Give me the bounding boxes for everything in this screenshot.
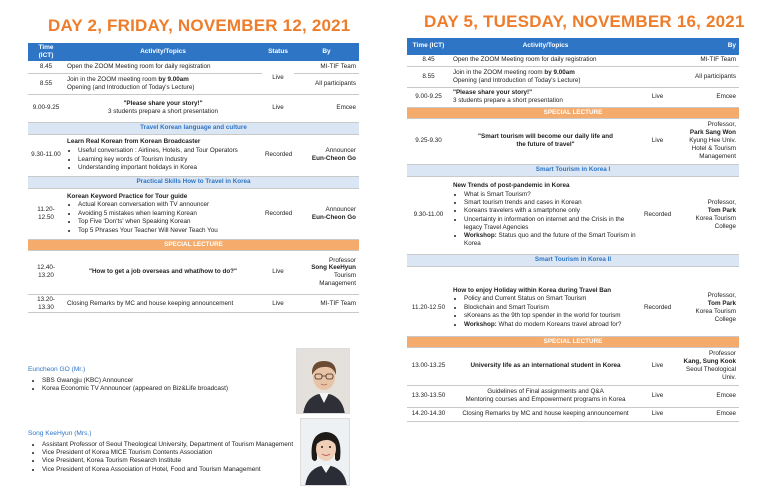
speaker-name: Tom Park (707, 299, 736, 307)
by-cell: Emcee (294, 94, 359, 122)
day2-title: DAY 2, FRIDAY, NOVEMBER 12, 2021 (48, 16, 351, 35)
table-row (407, 66, 739, 87)
speaker-dept: Kyung Hee Univ. (689, 137, 736, 145)
col-status (641, 38, 674, 55)
special-lecture-label: SPECIAL LECTURE (28, 239, 359, 250)
bio-list (28, 377, 288, 394)
workshop-text: Status quo and the future of the Smart Tourism in Korea (464, 231, 636, 247)
activity-text: 3 students prepare a short presentation (108, 108, 218, 116)
time-cell: 9.25-9.30 (407, 118, 450, 164)
activity-text: Join in the ZOOM meeting room (453, 68, 545, 76)
by-cell (294, 188, 359, 239)
topic-list (67, 201, 259, 234)
status-cell: Recorded (641, 176, 674, 254)
table-row (28, 188, 359, 239)
activity-cell (450, 280, 641, 336)
activity-emphasis: by 9.00am (544, 68, 575, 76)
bio-euncheon-go (28, 366, 288, 393)
activity-heading: "Please share your story!" (453, 89, 533, 97)
col-activity: Activity/Topics (450, 38, 641, 55)
by-cell (294, 134, 359, 176)
table-row (407, 347, 739, 385)
list-item: • Smart tourism trends and cases in Korean (464, 199, 638, 207)
status-cell: Live (641, 118, 674, 164)
activity-cell (450, 66, 641, 87)
activity-text: Join in the ZOOM meeting room (67, 75, 159, 83)
special-lecture-banner (28, 239, 359, 250)
status-cell: Recorded (262, 134, 294, 176)
list-item: • Blockchain and Smart Tourism (464, 304, 638, 312)
activity-cell (64, 73, 262, 94)
workshop-label: Workshop: (464, 320, 497, 328)
speaker-role: Professor (709, 350, 736, 358)
activity-cell (64, 134, 262, 176)
table-row (407, 385, 739, 407)
activity-cell: Open the ZOOM Meeting room for daily registration (64, 61, 262, 73)
table-row (28, 73, 359, 94)
speaker-name: Park Sang Won (689, 129, 736, 137)
list-item: • Vice President of Korea MICE Tourism Contents Association (42, 449, 296, 457)
list-item: • Uncertainty in information on internet and the Crisis in the legacy Travel Agencies (464, 216, 638, 232)
speaker-dept: Univ. (722, 373, 736, 381)
status-cell: Live (262, 294, 294, 313)
section-header (407, 164, 739, 176)
by-cell (674, 280, 739, 336)
list-item (464, 232, 638, 248)
activity-cell: Open the ZOOM Meeting room for daily registration (450, 55, 641, 66)
status-cell: Live (641, 347, 674, 385)
section-header (28, 176, 359, 188)
list-item: • What is Smart Tourism? (464, 191, 638, 199)
speaker-name: Song KeeHyun (311, 264, 356, 272)
activity-text: Opening (and Introduction of Today's Lecture) (453, 76, 581, 84)
activity-cell: Closing Remarks by MC and house keeping announcement (450, 407, 641, 421)
table-row (407, 55, 739, 66)
speaker-name: Tom Park (707, 207, 736, 215)
list-item: • Actual Korean conversation with TV announcer (78, 201, 259, 209)
activity-heading: Learn Real Korean from Korean Broadcaster (67, 138, 201, 146)
list-item: • Top Five 'Don'ts' when Speaking Korean (78, 218, 259, 226)
spacer-row (407, 266, 739, 280)
status-cell: Recorded (262, 188, 294, 239)
activity-cell: "How to get a job overseas and what/how to do?" (64, 250, 262, 294)
by-cell: Emcee (674, 385, 739, 407)
photo-euncheon-go (296, 348, 350, 414)
speaker-dept: Tourism (333, 272, 356, 280)
time-cell: 8.55 (28, 73, 64, 94)
activity-text: Mentoring courses and Empowerment programs in Korea (465, 396, 626, 403)
day2-schedule-table (28, 43, 359, 313)
list-item: • Vice President, Korea Tourism Research Institute (42, 457, 296, 465)
by-cell: All participants (294, 73, 359, 94)
topic-list (453, 191, 638, 248)
table-row (407, 87, 739, 107)
status-cell: Live (262, 94, 294, 122)
time-cell: 9.30-11.00 (407, 176, 450, 254)
table-row (407, 118, 739, 164)
speaker-role: Professor (329, 256, 356, 264)
status-cell: Live (641, 385, 674, 407)
table-row (28, 94, 359, 122)
col-by: By (674, 38, 739, 55)
workshop-label: Workshop: (464, 231, 497, 239)
speaker-dept: Management (319, 280, 356, 288)
status-cell: Live (641, 407, 674, 421)
table-row (407, 176, 739, 254)
time-cell: 9.00-9.25 (407, 87, 450, 107)
list-item: • Avoiding 5 mistakes when learning Korean (78, 210, 259, 218)
speaker-dept: Seoul Theological (686, 366, 736, 373)
list-item: • SBS Gwangju (KBC) Announcer (42, 377, 288, 385)
bio-name: Euncheon GO (Mr.) (28, 366, 86, 373)
activity-heading: Korean Keyword Practice for Tour guide (67, 192, 188, 200)
table-row (28, 61, 359, 73)
speaker-dept: Korea Tourism (695, 307, 736, 315)
col-activity: Activity/Topics (64, 43, 262, 61)
status-cell (641, 55, 674, 66)
by-cell (294, 250, 359, 294)
by-cell: MI-TIF Team (294, 61, 359, 73)
activity-cell (64, 94, 262, 122)
list-item: • Understanding important holidays in Korea (78, 164, 259, 172)
speaker-name: Kang, Sung Kook (683, 358, 736, 366)
section-header (407, 254, 739, 266)
activity-cell (450, 87, 641, 107)
col-time: Time (ICT) (28, 43, 64, 61)
col-time: Time (ICT) (407, 38, 450, 55)
section-label: Travel Korean language and culture (28, 122, 359, 134)
speaker-role: Announcer (325, 205, 356, 213)
status-cell: Live (262, 250, 294, 294)
speaker-role: Professor, (707, 292, 736, 300)
table-row (28, 250, 359, 294)
activity-heading: the future of travel" (516, 141, 575, 148)
by-cell: Emcee (674, 407, 739, 421)
special-lecture-banner (407, 107, 739, 118)
status-cell: Live (641, 87, 674, 107)
activity-heading: How to enjoy Holiday within Korea during Travel Ban (453, 286, 612, 294)
speaker-dept: College (714, 222, 736, 230)
activity-emphasis: by 9.00am (158, 75, 189, 83)
table-row (28, 134, 359, 176)
day5-schedule-table (407, 38, 739, 422)
speaker-dept: College (714, 315, 736, 323)
table-row (28, 294, 359, 313)
col-by: By (294, 43, 359, 61)
list-item: • Koreans travelers with a smartphone only (464, 207, 638, 215)
bio-name: Song KeeHyun (Mrs.) (28, 430, 92, 437)
col-status: Status (262, 43, 294, 61)
list-item: • Assistant Professor of Seoul Theological University, Department of Tourism Management (42, 441, 296, 449)
by-cell (674, 118, 739, 164)
by-cell (674, 176, 739, 254)
activity-cell (64, 188, 262, 239)
by-cell (674, 347, 739, 385)
section-header (28, 122, 359, 134)
list-item (464, 321, 638, 329)
activity-heading: "Please share your story!" (123, 100, 203, 108)
section-label: Practical Skills How to Travel in Korea (28, 176, 359, 188)
list-item: • Korea Economic TV Announcer (appeared on Biz&Life broadcast) (42, 385, 288, 393)
list-item: • Policy and Current Status on Smart Tourism (464, 295, 638, 303)
section-label: Smart Tourism in Korea II (407, 254, 739, 266)
speaker-dept: Management (699, 152, 736, 160)
activity-cell: University life as an international student in Korea (450, 347, 641, 385)
by-cell: Emcee (674, 87, 739, 107)
by-cell: MI-TIF Team (294, 294, 359, 313)
special-lecture-label: SPECIAL LECTURE (407, 336, 739, 347)
photo-song-keehyun (300, 418, 350, 486)
status-cell: Live (262, 61, 294, 94)
portrait-man-image (297, 349, 350, 414)
by-cell: MI-TIF Team (674, 55, 739, 66)
time-cell: 11.20-12.50 (28, 188, 64, 239)
day5-title: DAY 5, TUESDAY, NOVEMBER 16, 2021 (424, 12, 745, 31)
by-cell: All participants (674, 66, 739, 87)
time-cell: 8.45 (28, 61, 64, 73)
time-cell: 12.40-13.20 (28, 250, 64, 294)
activity-text: Opening (and Introduction of Today's Lecture) (67, 83, 195, 91)
bio-list (28, 441, 296, 474)
list-item: • Top 5 Phrases Your Teacher Will Never Teach You (78, 227, 259, 235)
activity-text: 3 students prepare a short presentation (453, 97, 563, 104)
list-item: • Learning key words of Tourism Industry (78, 156, 259, 164)
spacer-cell (407, 266, 739, 280)
speaker-name: Eun-Cheon Go (311, 155, 356, 163)
list-item: • Vice President of Korea Association of Hotel, Food and Tourism Management (42, 466, 296, 474)
topic-list (67, 147, 259, 172)
speaker-name: Eun-Cheon Go (311, 213, 356, 221)
speaker-role: Professor, (707, 121, 736, 129)
table-header (407, 38, 739, 55)
table-header (28, 43, 359, 61)
workshop-text: What do modern Koreans travel abroad for? (496, 320, 622, 328)
time-cell: 8.55 (407, 66, 450, 87)
time-cell: 13.00-13.25 (407, 347, 450, 385)
time-cell: 14.20-14.30 (407, 407, 450, 421)
speaker-dept: Hotel & Tourism (691, 144, 736, 152)
activity-heading: New Trends of post-pandemic in Korea (453, 181, 570, 189)
list-item: • sKoreans as the 9th top spender in the world for tourism (464, 312, 638, 320)
activity-heading: "Smart tourism will become our daily life and (478, 133, 613, 141)
section-label: Smart Tourism in Korea I (407, 164, 739, 176)
activity-cell (450, 385, 641, 407)
table-row (407, 280, 739, 336)
table-row (407, 407, 739, 421)
speaker-dept: Korea Tourism (695, 215, 736, 222)
special-lecture-banner (407, 336, 739, 347)
time-cell: 11.20-12.50 (407, 280, 450, 336)
activity-text: Guidelines of Final assignments and Q&A (487, 388, 604, 396)
time-cell: 13.20-13.30 (28, 294, 64, 313)
portrait-woman-image (301, 419, 350, 486)
activity-cell: Closing Remarks by MC and house keeping announcement (64, 294, 262, 313)
bio-song-keehyun (28, 430, 296, 474)
time-cell: 13.30-13.50 (407, 385, 450, 407)
list-item: • Useful conversation : Airlines, Hotels, and Tour Operators (78, 147, 259, 155)
activity-cell (450, 176, 641, 254)
status-cell: Recorded (641, 280, 674, 336)
special-lecture-label: SPECIAL LECTURE (407, 107, 739, 118)
time-cell: 9.30-11.00 (28, 134, 64, 176)
activity-cell (450, 118, 641, 164)
status-cell (641, 66, 674, 87)
speaker-role: Announcer (325, 147, 356, 155)
topic-list (453, 295, 638, 328)
time-cell: 8.45 (407, 55, 450, 66)
speaker-role: Professor, (707, 199, 736, 207)
time-cell: 9.00-9.25 (28, 94, 64, 122)
